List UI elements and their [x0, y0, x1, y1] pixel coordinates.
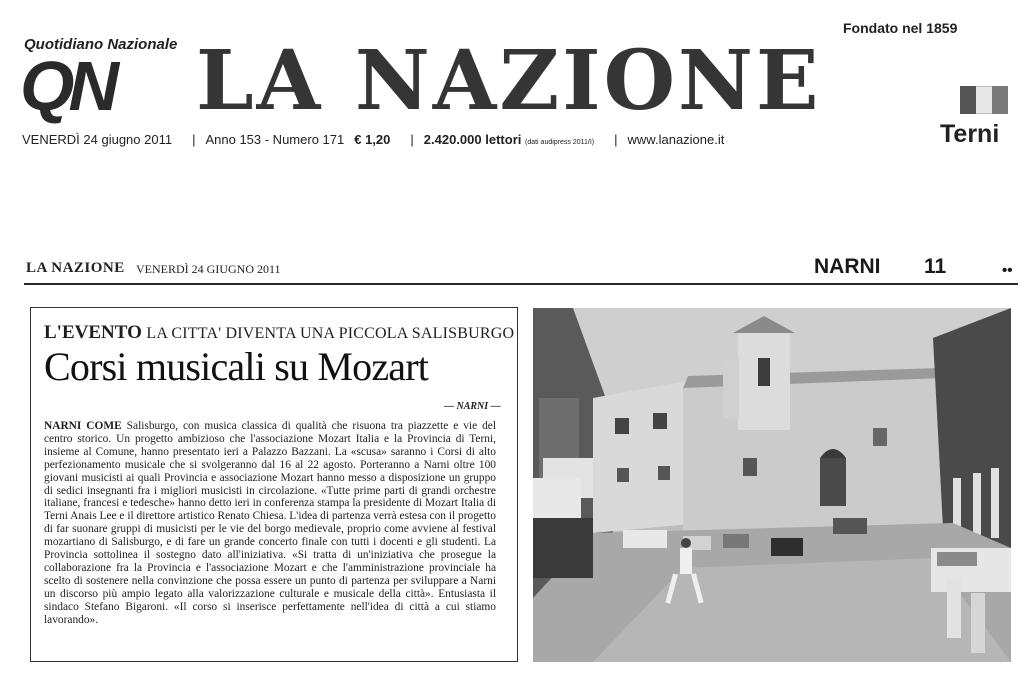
page-header-dots: ••	[1002, 262, 1013, 279]
readers-count: 2.420.000	[423, 132, 482, 147]
page-section-title: NARNI	[814, 255, 881, 278]
article-lead: NARNI COME	[44, 420, 122, 432]
separator: |	[192, 132, 196, 147]
page-number: 11	[924, 255, 947, 278]
masthead-founded: Fondato nel 1859	[843, 20, 958, 36]
readers-label: lettori	[485, 132, 522, 147]
article-body-text: Salisburgo, con musica classica di qualità che risuona tra piazzette e vie del centro storico. Un progetto ambizioso che l'associazione Mozart Italia e la Provincia di Terni, insieme al Comune, hanno presentato ieri a Palazzo Bazzani. La «scusa» saranno i Corsi di alto perfezionamento musicale che si svolgeranno dal 16 al 22 agosto. Porteranno a Narni oltre 100 giovani musicisti ai quali Provincia e associazione Mozart hanno messo a disposizione un gruppo di sedici insegnanti fra i migliori musicisti in circolazione. «Tutte prime parti di grandi orchestre italiane, francesi e tedesche» hanno detto ieri in conferenza stampa la presidente di Mozart Italia di Terni Anais Lee e il direttore artistico Renato Chiesa. L'idea di partenza verrà estesa con il progetto di far suonare gruppi di musicisti per le vie del borgo medievale, proprio come avviene al festival mozartiano di Salisburgo, e di fare un grande concerto finale con tutti i docenti e gli studenti. La Provincia sottolinea il sostegno dato all'iniziativa. «Si tratta di un'iniziativa che prosegue la collaborazione fra la Provincia e l'associazione Mozart e che l'amministrazione provinciale ha scelto di sostenere nella convinzione che possa essere un punto di partenza per sviluppare a Narni un discorso più ampio legato alla valorizzazione culturale e musicale della città». Entusiasta il sindaco Stefano Bigaroni. «Il corso si inserisce perfettamente nell'idea di città a cui stiamo lavorando».	[44, 420, 497, 626]
issue-date: VENERDÌ 24 giugno 2011	[22, 132, 173, 147]
article-body	[44, 420, 496, 627]
page-header-date: VENERDÌ 24 GIUGNO 2011	[136, 262, 281, 276]
masthead-title: LA NAZIONE	[196, 33, 822, 129]
issue-number: Anno 153 - Numero 171	[205, 132, 345, 147]
kicker-text: LA CITTA' DIVENTA UNA PICCOLA SALISBURGO	[146, 325, 515, 342]
masthead-info-bar	[22, 132, 734, 147]
page-header-paper: LA NAZIONE	[26, 260, 125, 276]
article-headline: Corsi musicali su Mozart	[44, 344, 429, 389]
edition-name: Terni	[940, 120, 1000, 148]
website-link[interactable]: www.lanazione.it	[627, 132, 725, 147]
article-kicker	[44, 322, 514, 344]
article-photo	[533, 308, 1011, 662]
header-rule	[24, 283, 1018, 285]
kicker-label: L'EVENTO	[44, 322, 142, 343]
separator: |	[614, 132, 618, 147]
separator: |	[410, 132, 414, 147]
readers-note: (dati audipress 2011/I)	[525, 139, 595, 146]
masthead-tagline: Quotidiano Nazionale	[24, 36, 178, 53]
qn-logo: QN	[20, 47, 113, 125]
article-dateline: — NARNI —	[444, 401, 501, 412]
issue-price: € 1,20	[354, 132, 391, 147]
tricolor-flag-icon	[960, 86, 1008, 114]
